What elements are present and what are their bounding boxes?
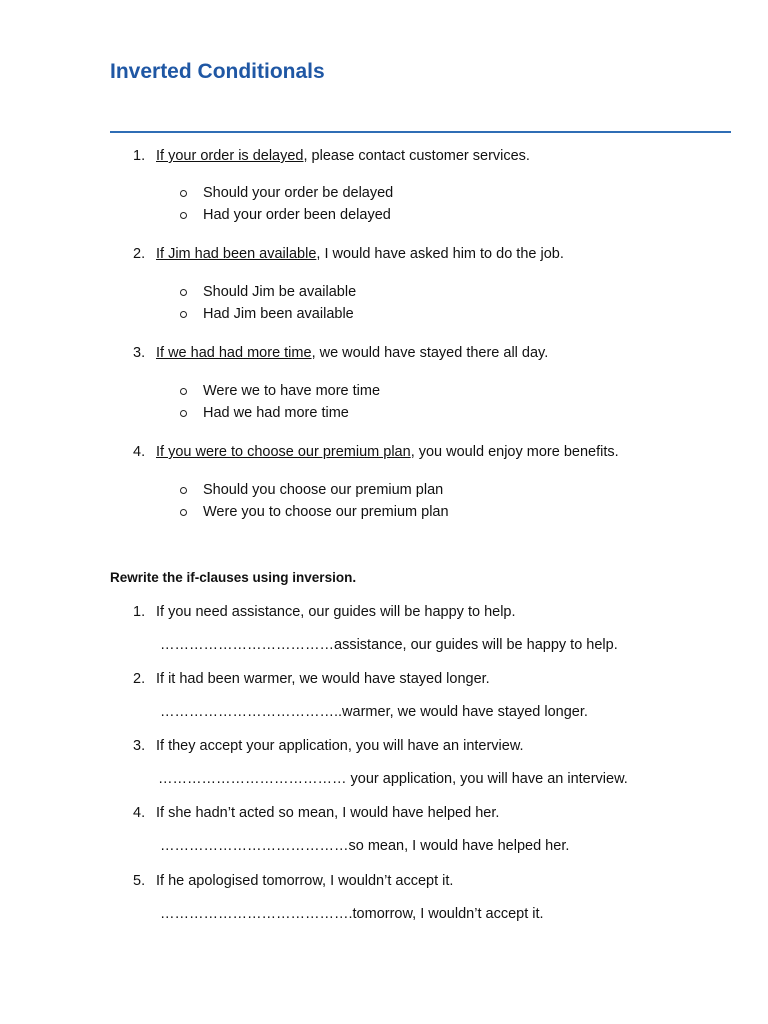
- exercise-answer-line[interactable]: ………………………………..warmer, we would have stayed longer.: [160, 704, 588, 720]
- circle-bullet-icon: [180, 487, 187, 494]
- example-option-text: Should your order be delayed: [203, 185, 394, 201]
- example-sentence: [156, 345, 548, 361]
- exercise-answer-line[interactable]: ………………………………….tomorrow, I wouldn’t accept it.: [160, 906, 544, 922]
- exercise-answer-line[interactable]: …………………………………so mean, I would have helped her.: [160, 838, 570, 854]
- exercise-number: 2.: [133, 671, 146, 687]
- exercise-sentence: If you need assistance, our guides will be happy to help.: [156, 604, 516, 620]
- exercise-sentence: If she hadn’t acted so mean, I would have helped her.: [156, 805, 500, 821]
- example-number: 3.: [133, 345, 146, 361]
- circle-bullet-icon: [180, 289, 187, 296]
- exercise-answer-line[interactable]: ………………………………… your application, you will have an interview.: [158, 771, 628, 787]
- circle-bullet-icon: [180, 311, 187, 318]
- example-if-clause: If your order is delayed,: [156, 148, 308, 164]
- circle-bullet-icon: [180, 190, 187, 197]
- example-option-text: Should you choose our premium plan: [203, 482, 444, 498]
- example-main-clause: , you would enjoy more benefits.: [410, 444, 619, 460]
- exercise-sentence: If it had been warmer, we would have stayed longer.: [156, 671, 490, 687]
- example-if-clause: If you were to choose our premium plan: [156, 444, 411, 460]
- exercise-instruction: Rewrite the if-clauses using inversion.: [110, 570, 357, 585]
- circle-bullet-icon: [180, 388, 187, 395]
- example-if-clause: If we had had more time: [156, 345, 312, 361]
- example-sentence: [156, 444, 619, 460]
- page-title: Inverted Conditionals: [110, 60, 325, 83]
- title-divider: [110, 131, 731, 133]
- example-option-text: Should Jim be available: [203, 284, 357, 300]
- example-number: 2.: [133, 246, 146, 262]
- circle-bullet-icon: [180, 509, 187, 516]
- exercise-number: 4.: [133, 805, 146, 821]
- exercise-number: 5.: [133, 873, 146, 889]
- exercise-number: 1.: [133, 604, 146, 620]
- example-number: 1.: [133, 148, 146, 164]
- example-option-text: Had we had more time: [203, 405, 349, 421]
- exercise-number: 3.: [133, 738, 146, 754]
- exercise-sentence: If they accept your application, you will have an interview.: [156, 738, 524, 754]
- circle-bullet-icon: [180, 212, 187, 219]
- example-main-clause: , I would have asked him to do the job.: [316, 246, 564, 262]
- example-main-clause: , we would have stayed there all day.: [311, 345, 549, 361]
- example-option-text: Were we to have more time: [203, 383, 381, 399]
- example-option-text: Were you to choose our premium plan: [203, 504, 449, 520]
- exercise-answer-line[interactable]: ………………………………assistance, our guides will be happy to help.: [160, 637, 618, 653]
- example-option-text: Had your order been delayed: [203, 207, 391, 223]
- example-if-clause: If Jim had been available: [156, 246, 317, 262]
- example-main-clause: please contact customer services.: [307, 148, 530, 164]
- example-number: 4.: [133, 444, 146, 460]
- example-sentence: [156, 246, 564, 262]
- example-option-text: Had Jim been available: [203, 306, 354, 322]
- circle-bullet-icon: [180, 410, 187, 417]
- exercise-sentence: If he apologised tomorrow, I wouldn’t accept it.: [156, 873, 454, 889]
- example-sentence: [156, 148, 530, 164]
